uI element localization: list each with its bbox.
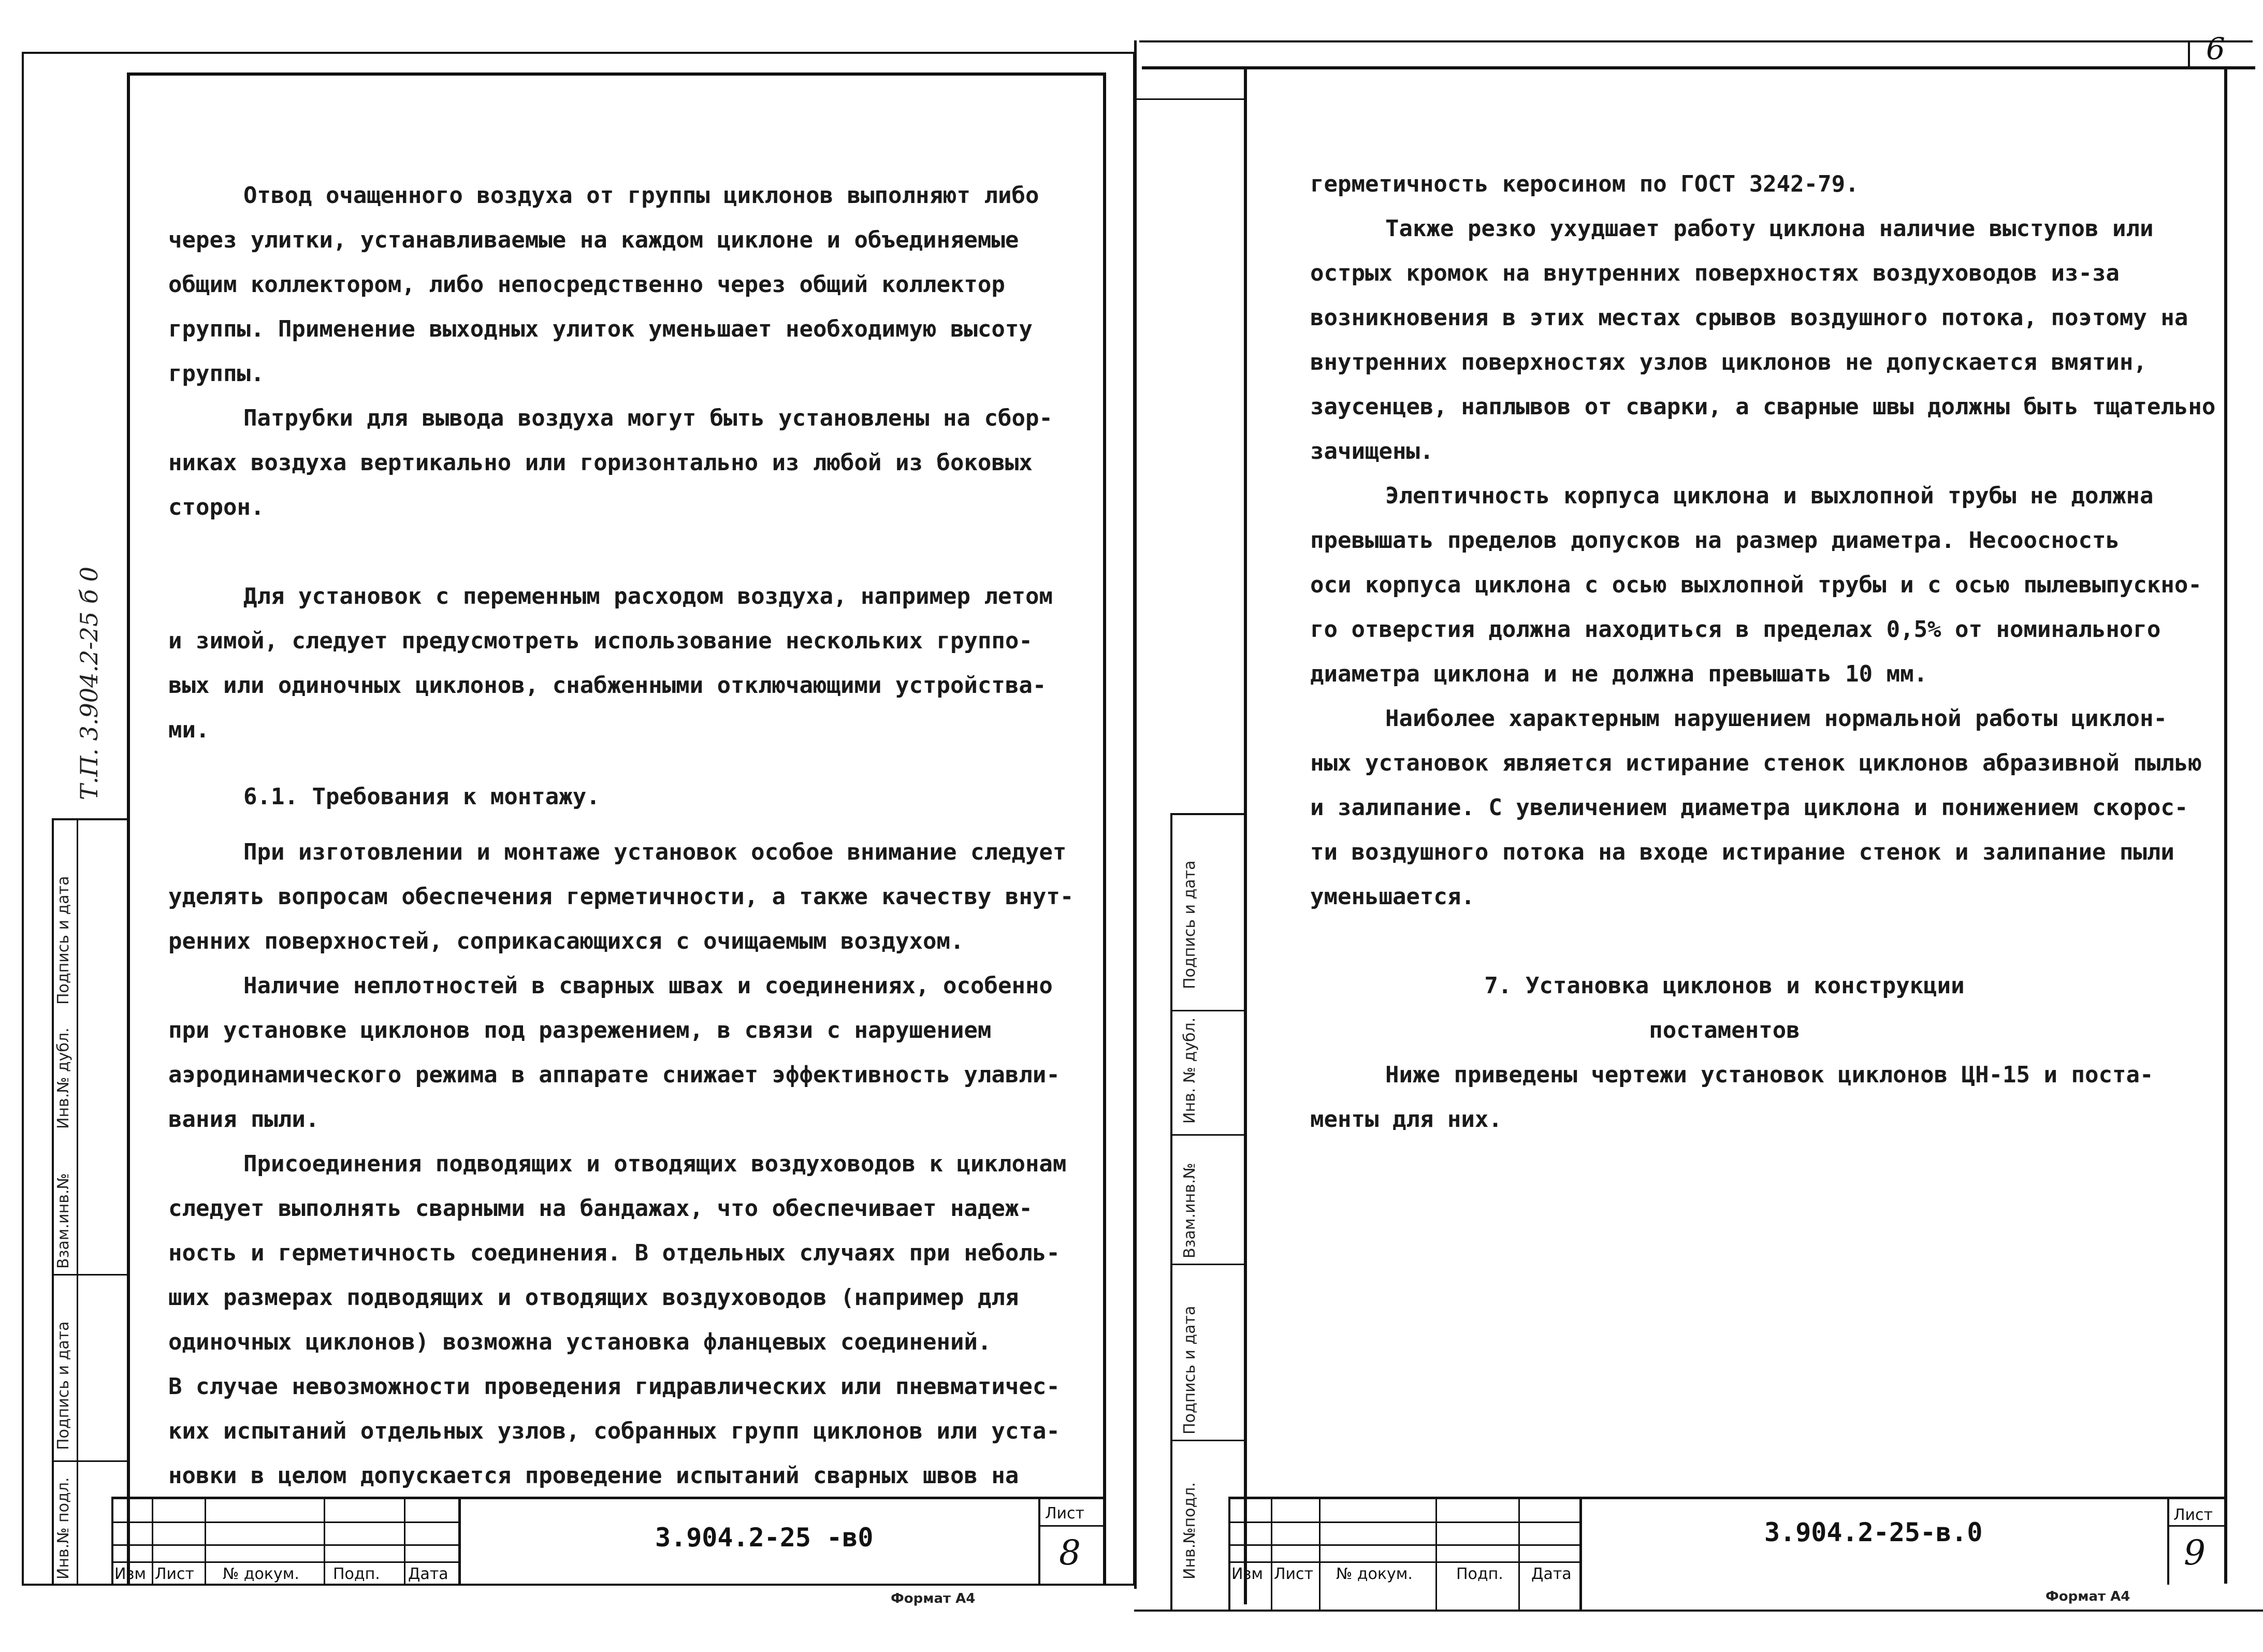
left-stamp-col-change: Изм [114, 1565, 147, 1583]
left-sidebar-block [52, 818, 127, 1585]
left-frame-top [127, 73, 1106, 76]
right-paragraph: Элептичность корпуса циклона и выхлопной трубы не должна превышать пределов допусков на размер диаметра. Несоосность оси корпуса циклона с осью выхлопной трубы и с осью пылевыпускно- го отверстия должна находиться в пределах 0,5% от номинального диаметра циклона и не должна превышать 10 мм. [1310, 483, 2202, 687]
left-stamp-sheet-label: Лист [1045, 1504, 1085, 1523]
left-outer-left-border [22, 52, 24, 1585]
right-sidebar-label-sign-date-top: Подпись и дата [1181, 860, 1199, 989]
right-stamp-col-sign: Подп. [1456, 1565, 1503, 1583]
left-sidebar-label-sign-date-bottom: Подпись и дата [54, 1321, 72, 1450]
left-outer-top-border [22, 52, 1135, 54]
right-frame-top [1142, 66, 2255, 69]
left-sidebar-label-orig-inv: Инв.№ подл. [54, 1477, 72, 1579]
right-body-text [1310, 162, 2222, 1142]
right-stamp-col-doc: № докум. [1336, 1565, 1413, 1583]
right-sidebar-label-replace-inv: Взам.инв.№ [1181, 1163, 1199, 1258]
right-stamp-sheet-label: Лист [2173, 1506, 2213, 1524]
left-format-label: Формат А4 [891, 1591, 976, 1606]
right-format-label: Формат А4 [2046, 1589, 2130, 1604]
left-sidebar-label-replace-inv: Взам.инв.№ [54, 1173, 72, 1269]
right-stamp-col-change: Изм [1231, 1565, 1264, 1583]
left-paragraph: Присоединения подводящих и отводящих воздуховодов к циклонам следует выполнять сварными на бандажах, что обеспечивает надеж- ность и герметичность соединения. В отдельных случаях при неболь- ших размерах подводящих и отводящих воздуховодов (например для одиночных циклонов) возможна установка фланцевых соединений. [168, 1151, 1067, 1355]
left-sidebar-label-dup-inv: Инв.№ дубл. [54, 1027, 72, 1129]
right-outer-left-border [1134, 40, 1137, 1589]
right-closing-paragraph: Ниже приведены чертежи установок циклонов ЦН-15 и поста- менты для них. [1310, 1062, 2154, 1133]
right-outer-top-border [1139, 40, 2253, 42]
right-stamp [1228, 1497, 2227, 1585]
right-sidebar-label-sign-date-bottom: Подпись и дата [1181, 1306, 1199, 1434]
left-vertical-document-code: Т.П. 3.904.2-25 б 0 [75, 567, 103, 800]
right-stamp-document-code: 3.904.2-25-в.0 [1764, 1517, 1983, 1547]
right-paragraph: Наиболее характерным нарушением нормальной работы циклон- ных установок является истирание стенок циклонов абразивной пылью и залипание. С увеличением диаметра циклона и понижением скорос- ти воздушного потока на входе истирание стенок и залипание пыли уменьшается. [1310, 705, 2202, 910]
left-paragraph: При изготовлении и монтаже установок особое внимание следует уделять вопросам обеспечения герметичности, а также качеству внут- ренних поверхностей, соприкасающихся с очищаемым воздухом. [168, 839, 1074, 954]
right-section-title: 7. Установка циклонов и конструкции постаментов [1484, 973, 1965, 1044]
left-stamp-col-sign: Подп. [333, 1565, 380, 1583]
left-stamp-col-sheet: Лист [155, 1565, 195, 1583]
left-body-text [168, 173, 1100, 1498]
right-sidebar-label-dup-inv: Инв. № дубл. [1181, 1017, 1199, 1124]
left-stamp [111, 1497, 1106, 1585]
left-frame-left [127, 73, 130, 1585]
left-section-heading: 6.1. Требования к монтажу. [243, 784, 600, 810]
left-stamp-col-date: Дата [408, 1565, 448, 1583]
left-frame-right [1103, 73, 1106, 1585]
left-stamp-col-doc: № докум. [223, 1565, 299, 1583]
right-paragraph: Также резко ухудшает работу циклона наличие выступов или острых кромок на внутренних поверхностях воздуховодов из-за возникновения в этих местах срывов воздушного потока, поэтому на внутренних поверхностях узлов циклонов не допускается вмятин, заусенцев, наплывов от сварки, а сварные швы должны быть тщательно зачищены. [1310, 215, 2216, 465]
right-frame-right [2224, 66, 2227, 1584]
left-sidebar-label-sign-date-top: Подпись и дата [54, 876, 72, 1005]
left-paragraph: Для установок с переменным расходом воздуха, например летом и зимой, следует предусмотреть использование нескольких группо- вых или одиночных циклонов, снабженными отключающими устройства- ми. [168, 583, 1053, 743]
right-paragraph: герметичность керосином по ГОСТ 3242-79. [1310, 171, 1859, 197]
left-stamp-document-code: 3.904.2-25 -в0 [655, 1523, 874, 1553]
left-paragraph: В случае невозможности проведения гидравлических или пневматичес- ких испытаний отдельных узлов, собранных групп циклонов или уста- новки в целом допускается проведение испытаний сварных швов на [168, 1373, 1060, 1489]
left-stamp-sheet-number: 8 [1059, 1533, 1081, 1573]
right-stamp-col-date: Дата [1531, 1565, 1572, 1583]
right-sidebar-label-orig-inv: Инв.№подл. [1181, 1482, 1199, 1579]
left-paragraph: Наличие неплотностей в сварных швах и соединениях, особенно при установке циклонов под разрежением, в связи с нарушением аэродинамического режима в аппарате снижает эффективность улавли- вания пыли. [168, 973, 1060, 1133]
right-sidebar-block [1170, 813, 1245, 1611]
right-outer-bottom-border [1134, 1610, 2263, 1612]
right-page [1134, 0, 2263, 1652]
right-stamp-col-sheet: Лист [1274, 1565, 1314, 1583]
right-corner-page-number: 6 [2206, 31, 2225, 66]
right-stamp-sheet-number: 9 [2184, 1533, 2206, 1573]
left-paragraph: Отвод очащенного воздуха от группы циклонов выполняют либо через улитки, устанавливаемые на каждом циклоне и объединяемые общим коллектором, либо непосредственно через общий коллектор группы. Применение выходных улиток уменьшает необходимую высоту группы. [168, 182, 1039, 387]
left-paragraph: Патрубки для вывода воздуха могут быть установлены на сбор- никах воздуха вертикально или горизонтально из любой из боковых сторон. [168, 405, 1053, 520]
